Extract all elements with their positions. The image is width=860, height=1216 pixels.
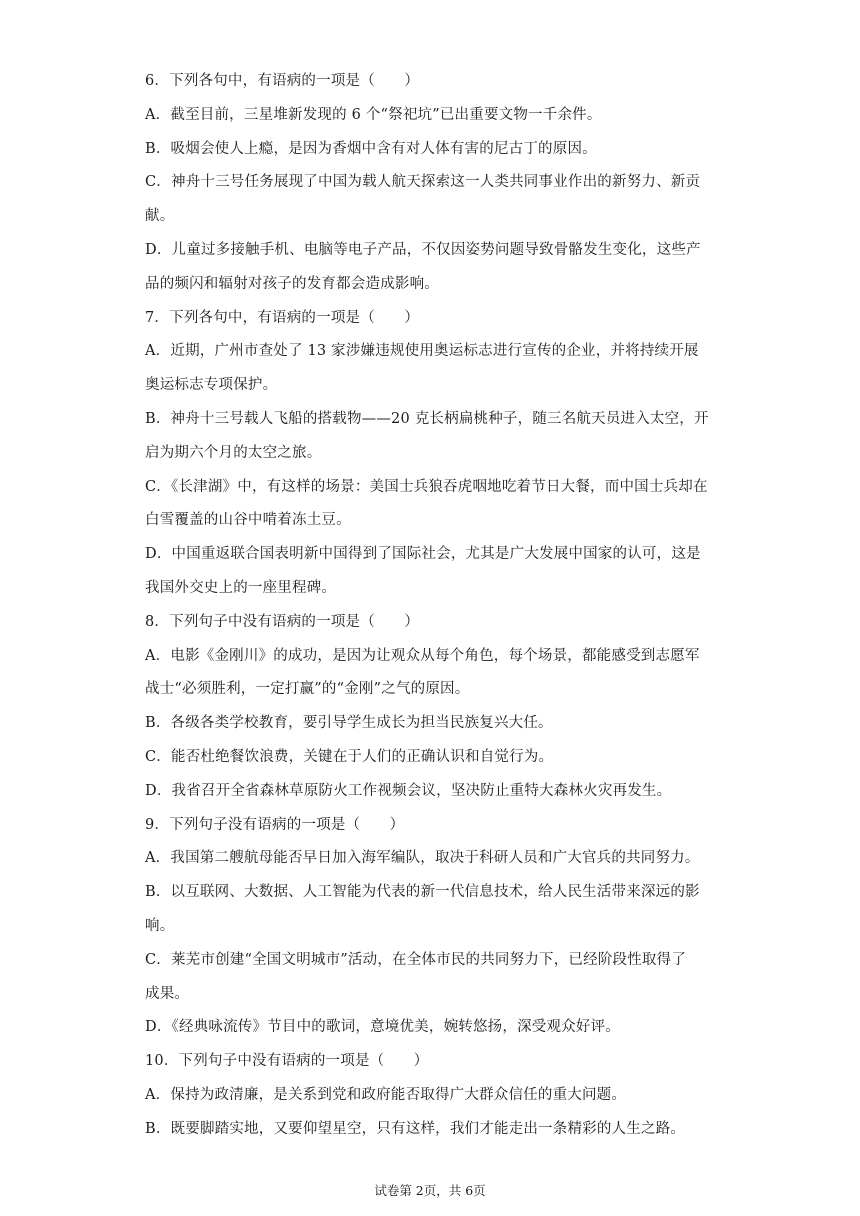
option-continuation-line: 启为期六个月的太空之旅。	[145, 445, 322, 461]
question-stem: 8．下列句子中没有语病的一项是（ ）	[145, 614, 420, 630]
option-line: B．神舟十三号载人飞船的搭载物——20 克长柄扁桃种子，随三名航天员进入太空，开	[145, 411, 709, 427]
option-line: A．电影《金刚川》的成功，是因为让观众从每个角色，每个场景，都能感受到志愿军	[145, 648, 700, 664]
option-line: C．《长津湖》中，有这样的场景：美国士兵狼吞虎咽地吃着节日大餐，而中国士兵却在	[145, 479, 708, 495]
option-line: A．近期，广州市查处了 13 家涉嫌违规使用奥运标志进行宣传的企业，并将持续开展	[145, 343, 699, 359]
option-line: D．《经典咏流传》节目中的歌词，意境优美，婉转悠扬，深受观众好评。	[145, 1019, 620, 1035]
question-stem: 7．下列各句中，有语病的一项是（ ）	[145, 310, 420, 326]
option-continuation-line: 白雪覆盖的山谷中啃着冻土豆。	[145, 512, 351, 528]
option-line: A．保持为政清廉，是关系到党和政府能否取得广大群众信任的重大问题。	[145, 1087, 627, 1103]
option-continuation-line: 奥运标志专项保护。	[145, 377, 278, 393]
option-line: C．神舟十三号任务展现了中国为载人航天探索这一人类共同事业作出的新努力、新贡	[145, 174, 701, 190]
option-line: C．莱芜市创建“全国文明城市”活动，在全体市民的共同努力下，已经阶段性取得了	[145, 952, 687, 968]
question-stem: 10．下列句子中没有语病的一项是（ ）	[145, 1053, 429, 1069]
option-line: A．截至目前，三星堆新发现的 6 个“祭祀坑”已出重要文物一千余件。	[145, 107, 602, 123]
option-line: A．我国第二艘航母能否早日加入海军编队，取决于科研人员和广大官兵的共同努力。	[145, 850, 700, 866]
option-continuation-line: 战士“必须胜利，一定打赢”的“金刚”之气的原因。	[145, 681, 470, 697]
option-line: B．吸烟会使人上瘾，是因为香烟中含有对人体有害的尼古丁的原因。	[145, 141, 597, 157]
option-line: C．能否杜绝餐饮浪费，关键在于人们的正确认识和自觉行为。	[145, 749, 554, 765]
option-line: D．中国重返联合国表明新中国得到了国际社会，尤其是广大发展中国家的认可，这是	[145, 546, 701, 562]
option-continuation-line: 成果。	[145, 986, 190, 1002]
page-footer: 试卷第 2页，共 6页	[374, 1183, 486, 1198]
option-line: B．各级各类学校教育，要引导学生成长为担当民族复兴大任。	[145, 715, 553, 731]
option-continuation-line: 献。	[145, 208, 175, 224]
option-continuation-line: 我国外交史上的一座里程碑。	[145, 580, 337, 596]
option-line: D．儿童过多接触手机、电脑等电子产品，不仅因姿势问题导致骨骼发生变化，这些产	[145, 242, 701, 258]
question-stem: 9．下列句子没有语病的一项是（ ）	[145, 817, 405, 833]
option-continuation-line: 响。	[145, 918, 175, 934]
option-line: B．既要脚踏实地，又要仰望星空，只有这样，我们才能走出一条精彩的人生之路。	[145, 1121, 686, 1137]
option-continuation-line: 品的频闪和辐射对孩子的发育都会造成影响。	[145, 276, 439, 292]
option-line: D．我省召开全省森林草原防火工作视频会议，坚决防止重特大森林火灾再发生。	[145, 783, 672, 799]
question-stem: 6．下列各句中，有语病的一项是（ ）	[145, 73, 420, 89]
option-line: B．以互联网、大数据、人工智能为代表的新一代信息技术，给人民生活带来深远的影	[145, 884, 700, 900]
